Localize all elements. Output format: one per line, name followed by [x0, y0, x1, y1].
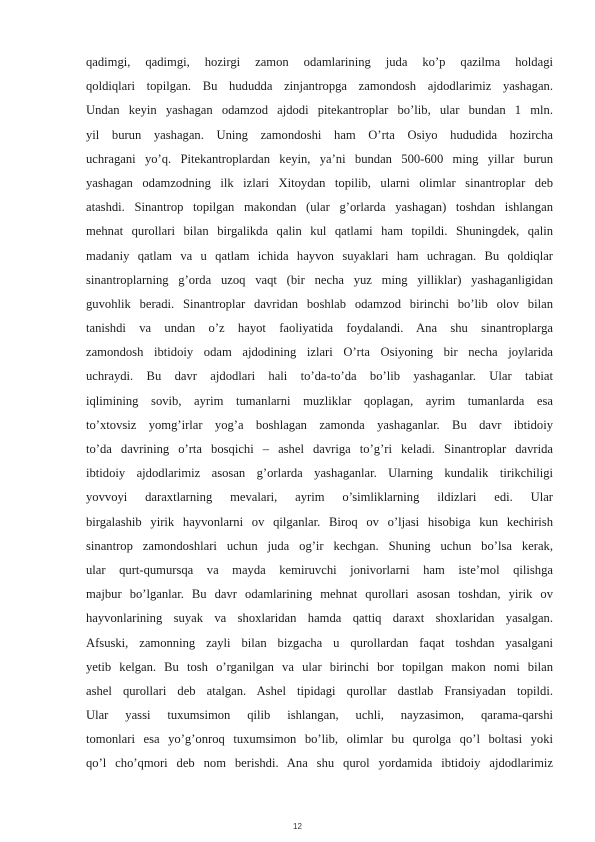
- document-body: [86, 50, 553, 776]
- text-line: tanishdi va undan o’z hayot faoliyatida foydalandi. Ana shu sinantroplarga: [86, 321, 553, 336]
- text-line: yil burun yashagan. Uning zamondoshi ham O’rta Osiyo hududida hozircha: [86, 127, 553, 142]
- text-line: sinantroplarning g’orda uzoq vaqt (bir necha yuz ming yilliklar) yashaganligidan: [86, 272, 553, 287]
- text-line: hayvonlarining suyak va shoxlaridan hamda qattiq daraxt shoxlaridan yasalgan.: [86, 611, 553, 626]
- text-line: yovvoyi daraxtlarning mevalari, ayrim o’simliklarning ildizlari edi. Ular: [86, 490, 553, 505]
- text-line: madaniy qatlam va u qatlam ichida hayvon suyaklari ham uchragan. Bu qoldiqlar: [86, 248, 553, 263]
- text-line: to’da davrining o’rta bosqichi – ashel davriga to’g’ri keladi. Sinantroplar davrida: [86, 442, 553, 456]
- text-line: to’xtovsiz yomg’irlar yog’a boshlagan zamonda yashaganlar. Bu davr ibtidoiy: [86, 417, 553, 432]
- text-line: mehnat qurollari bilan birgalikda qalin kul qatlami ham topildi. Shuningdek, qalin: [86, 224, 553, 239]
- text-line: guvohlik beradi. Sinantroplar davridan boshlab odamzod birinchi bo’lib olov bilan: [86, 296, 553, 311]
- text-line: Undan keyin yashagan odamzod ajdodi pitekantroplar bo’lib, ular bundan 1 mln.: [86, 103, 553, 118]
- text-line: tomonlari esa yo’g’onroq tuxumsimon bo’lib, olimlar bu qurolga qo’l boltasi yoki: [86, 732, 553, 747]
- text-line: ular qurt-qumursqa va mayda kemiruvchi jonivorlarni ham iste’mol qilishga: [86, 562, 553, 577]
- text-line: Afsuski, zamonning zayli bilan bizgacha u qurollardan faqat toshdan yasalgani: [86, 635, 553, 650]
- text-line: atashdi. Sinantrop topilgan makondan (ular g’orlarda yashagan) toshdan ishlangan: [86, 200, 553, 215]
- text-line: birgalashib yirik hayvonlarni ov qilganlar. Biroq ov o’ljasi hisobiga kun kechirish: [86, 514, 553, 529]
- text-line: qoldiqlari topilgan. Bu hududda zinjantropga zamondosh ajdodlarimiz yashagan.: [86, 79, 553, 94]
- text-line: qadimgi, qadimgi, hozirgi zamon odamlarining juda ko’p qazilma holdagi: [86, 55, 553, 69]
- page-number: 12: [293, 822, 302, 831]
- text-line: iqlimining sovib, ayrim tumanlarni muzliklar qoplagan, ayrim tumanlarda esa: [86, 393, 553, 408]
- text-line: majbur bo’lganlar. Bu davr odamlarining mehnat qurollari asosan toshdan, yirik ov: [86, 587, 553, 602]
- text-line: yetib kelgan. Bu tosh o’rganilgan va ular birinchi bor topilgan makon nomi bilan: [86, 659, 553, 674]
- text-line: zamondosh ibtidoiy odam ajdodining izlari O’rta Osiyoning bir necha joylarida: [86, 345, 553, 360]
- text-line: ashel qurollari deb atalgan. Ashel tipidagi qurollar dastlab Fransiyadan topildi.: [86, 683, 553, 698]
- text-line: ibtidoiy ajdodlarimiz asosan g’orlarda yashaganlar. Ularning kundalik tirikchiligi: [86, 466, 553, 481]
- text-line: Ular yassi tuxumsimon qilib ishlangan, uchli, nayzasimon, qarama-qarshi: [86, 708, 553, 723]
- text-line: uchraydi. Bu davr ajdodlari hali to’da-to’da bo’lib yashaganlar. Ular tabiat: [86, 369, 553, 384]
- text-line: sinantrop zamondoshlari uchun juda og’ir kechgan. Shuning uchun bo’lsa kerak,: [86, 538, 553, 553]
- text-line: uchragani yo’q. Pitekantroplardan keyin, ya’ni bundan 500-600 ming yillar burun: [86, 151, 553, 166]
- text-line: yashagan odamzodning ilk izlari Xitoydan topilib, ularni olimlar sinantroplar deb: [86, 175, 553, 190]
- text-line: qo’l cho’qmori deb nom berishdi. Ana shu qurol yordamida ibtidoiy ajdodlarimiz: [86, 756, 553, 771]
